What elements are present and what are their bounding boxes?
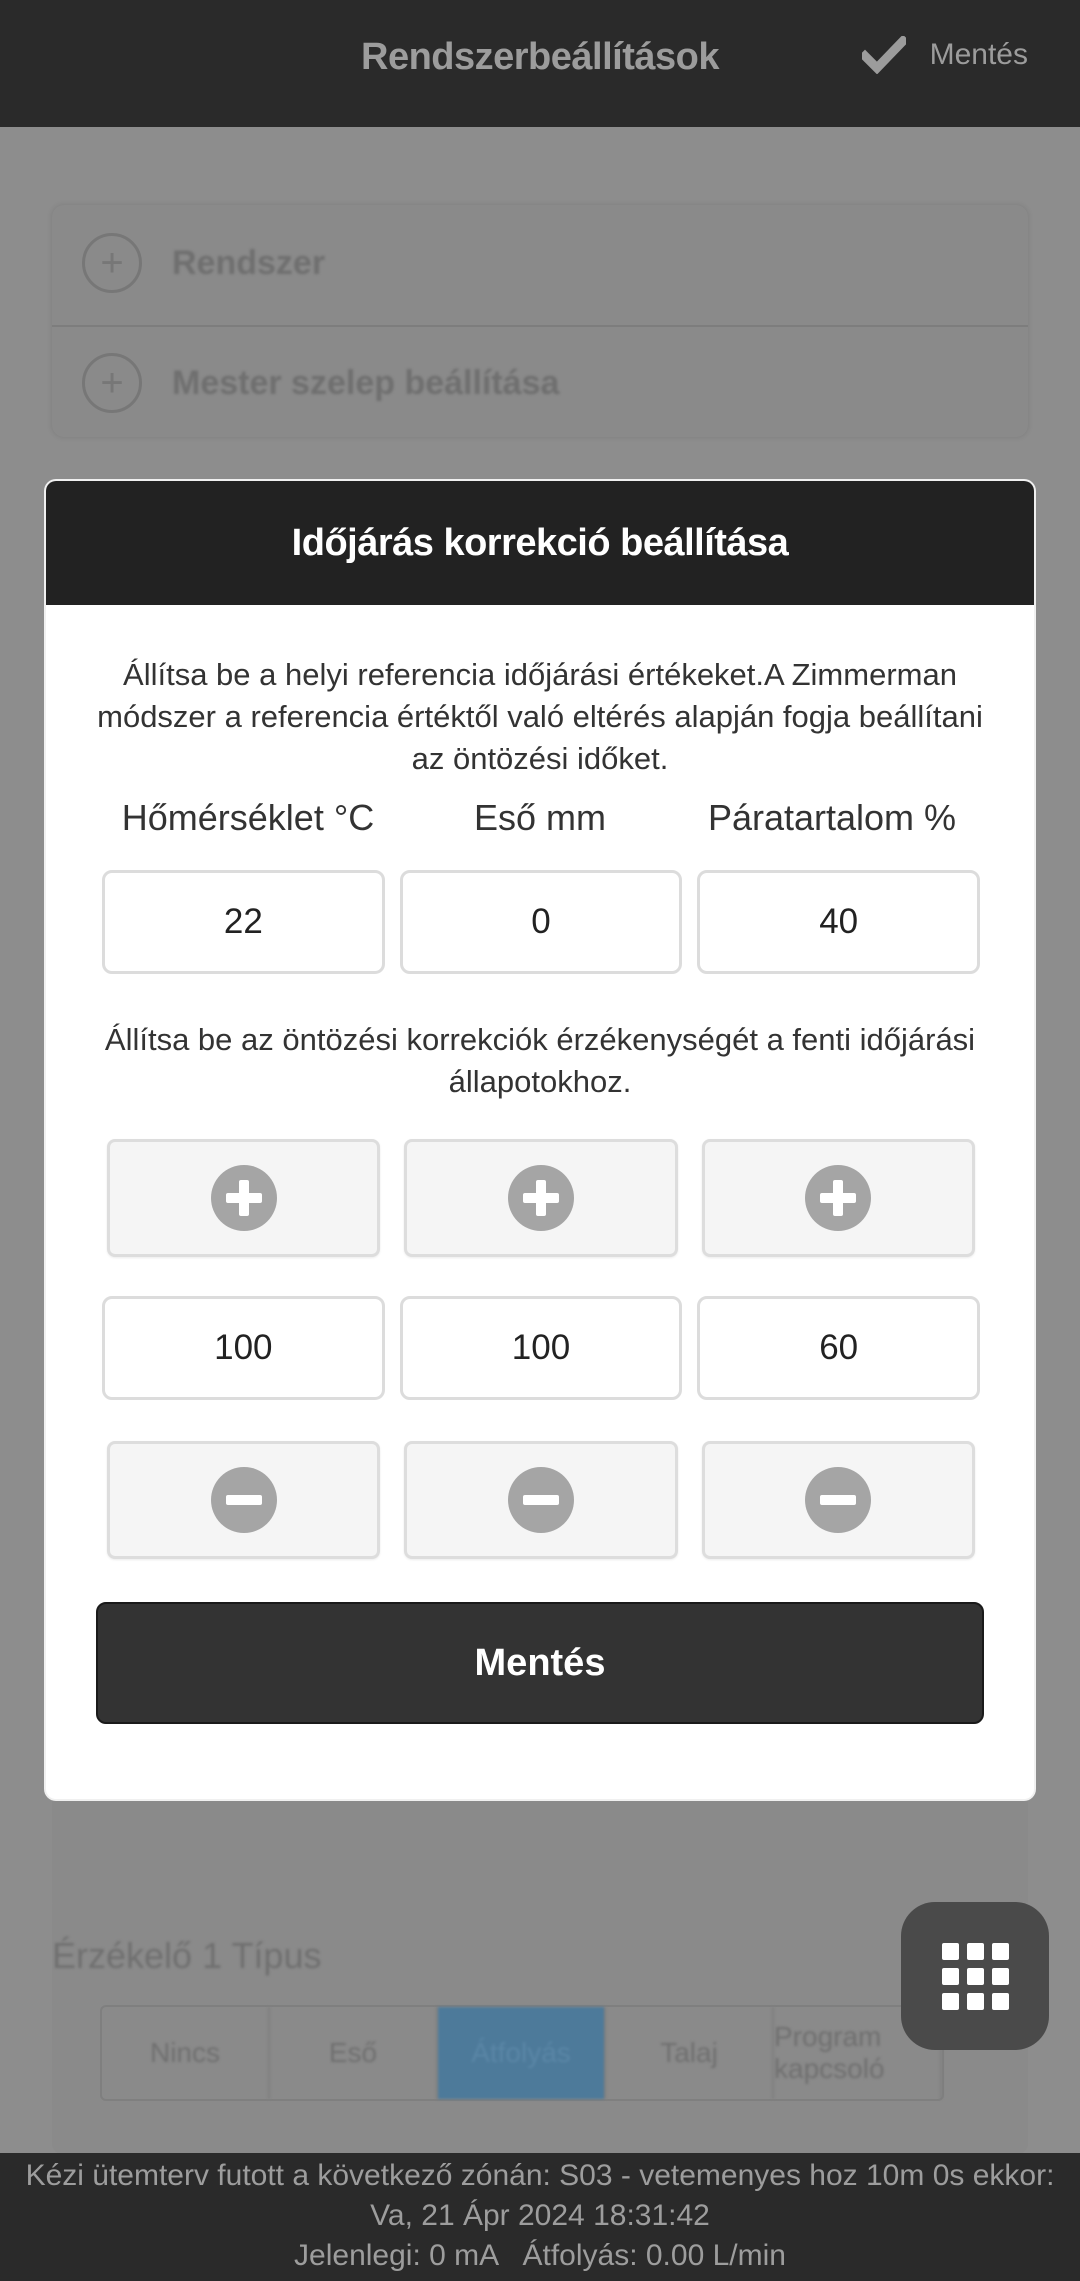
check-icon — [862, 36, 906, 74]
header-save-button[interactable] — [862, 36, 1028, 74]
temperature-label: Hőmérséklet °C — [121, 797, 375, 838]
settings-item-master-valve[interactable] — [82, 343, 559, 423]
reference-values-row — [102, 870, 980, 974]
minus-circle-icon — [211, 1467, 277, 1533]
minus-circle-icon — [508, 1467, 574, 1533]
sensor-type-selector[interactable] — [100, 2005, 944, 2101]
settings-item-label: Mester szelep beállítása — [172, 363, 560, 402]
sensor-type-title: Érzékelő 1 Típus — [52, 1935, 322, 1976]
plus-circle-icon — [805, 1165, 871, 1231]
dialog-title: Időjárás korrekció beállítása — [46, 481, 1034, 605]
menu-grid-button[interactable] — [901, 1902, 1049, 2050]
sensitivity-values-row — [102, 1296, 980, 1400]
divider — [52, 325, 1028, 327]
plus-circle-icon — [508, 1165, 574, 1231]
rain-label: Eső mm — [473, 797, 606, 838]
dialog-description: Állítsa be a helyi referencia időjárási értékeket.A Zimmerman módszer a referencia értéktől való eltérés alapján fogja beállítani az öntözési időket. — [97, 657, 983, 776]
temperature-decrease-button[interactable] — [107, 1441, 380, 1559]
sensor-type-option[interactable]: Talaj — [606, 2007, 774, 2099]
rain-increase-button[interactable] — [404, 1139, 677, 1257]
humidity-reference-input[interactable]: 40 — [697, 870, 980, 974]
humidity-increase-button[interactable] — [702, 1139, 975, 1257]
humidity-decrease-button[interactable] — [702, 1441, 975, 1559]
status-bar — [0, 2153, 1080, 2281]
sensor-type-option[interactable]: Nincs — [102, 2007, 270, 2099]
rain-sensitivity-input[interactable]: 100 — [400, 1296, 683, 1400]
settings-item-rendszer[interactable] — [82, 223, 325, 303]
column-labels — [102, 797, 978, 839]
settings-list — [52, 205, 1028, 437]
minus-circle-icon — [805, 1467, 871, 1533]
app-header — [0, 0, 1080, 127]
header-save-label: Mentés — [929, 38, 1028, 71]
sensor-type-option-active[interactable]: Átfolyás — [438, 2007, 606, 2099]
temperature-sensitivity-input[interactable]: 100 — [102, 1296, 385, 1400]
decrease-buttons-row — [107, 1441, 975, 1559]
sensor-type-option[interactable]: Program kapcsoló — [774, 2007, 942, 2099]
rain-reference-input[interactable]: 0 — [400, 870, 683, 974]
plus-circle-icon — [211, 1165, 277, 1231]
temperature-reference-input[interactable]: 22 — [102, 870, 385, 974]
weather-adjustment-dialog — [46, 481, 1034, 1799]
sensitivity-description: Állítsa be az öntözési korrekciók érzékenységét a fenti időjárási állapotokhoz. — [104, 1022, 976, 1099]
status-last-run: Kézi ütemterv futott a következő zónán: S03 - vetemenyes hoz 10m 0s ekkor: — [25, 2159, 1055, 2192]
rain-decrease-button[interactable] — [404, 1441, 677, 1559]
humidity-sensitivity-input[interactable]: 60 — [697, 1296, 980, 1400]
temperature-increase-button[interactable] — [107, 1139, 380, 1257]
background-card — [52, 1800, 1028, 1910]
dialog-save-button[interactable]: Mentés — [96, 1602, 984, 1724]
sensor-type-option[interactable]: Eső — [270, 2007, 438, 2099]
expand-icon: + — [82, 233, 142, 293]
humidity-label: Páratartalom % — [707, 797, 957, 838]
status-timestamp: Va, 21 Ápr 2024 18:31:42 — [370, 2199, 710, 2232]
expand-icon: + — [82, 353, 142, 413]
grid-icon — [942, 1943, 1009, 2010]
settings-item-label: Rendszer — [172, 243, 326, 282]
page-title: Rendszerbeállítások — [361, 36, 719, 78]
status-readings: Jelenlegi: 0 mA Átfolyás: 0.00 L/min — [294, 2239, 786, 2272]
increase-buttons-row — [107, 1139, 975, 1257]
